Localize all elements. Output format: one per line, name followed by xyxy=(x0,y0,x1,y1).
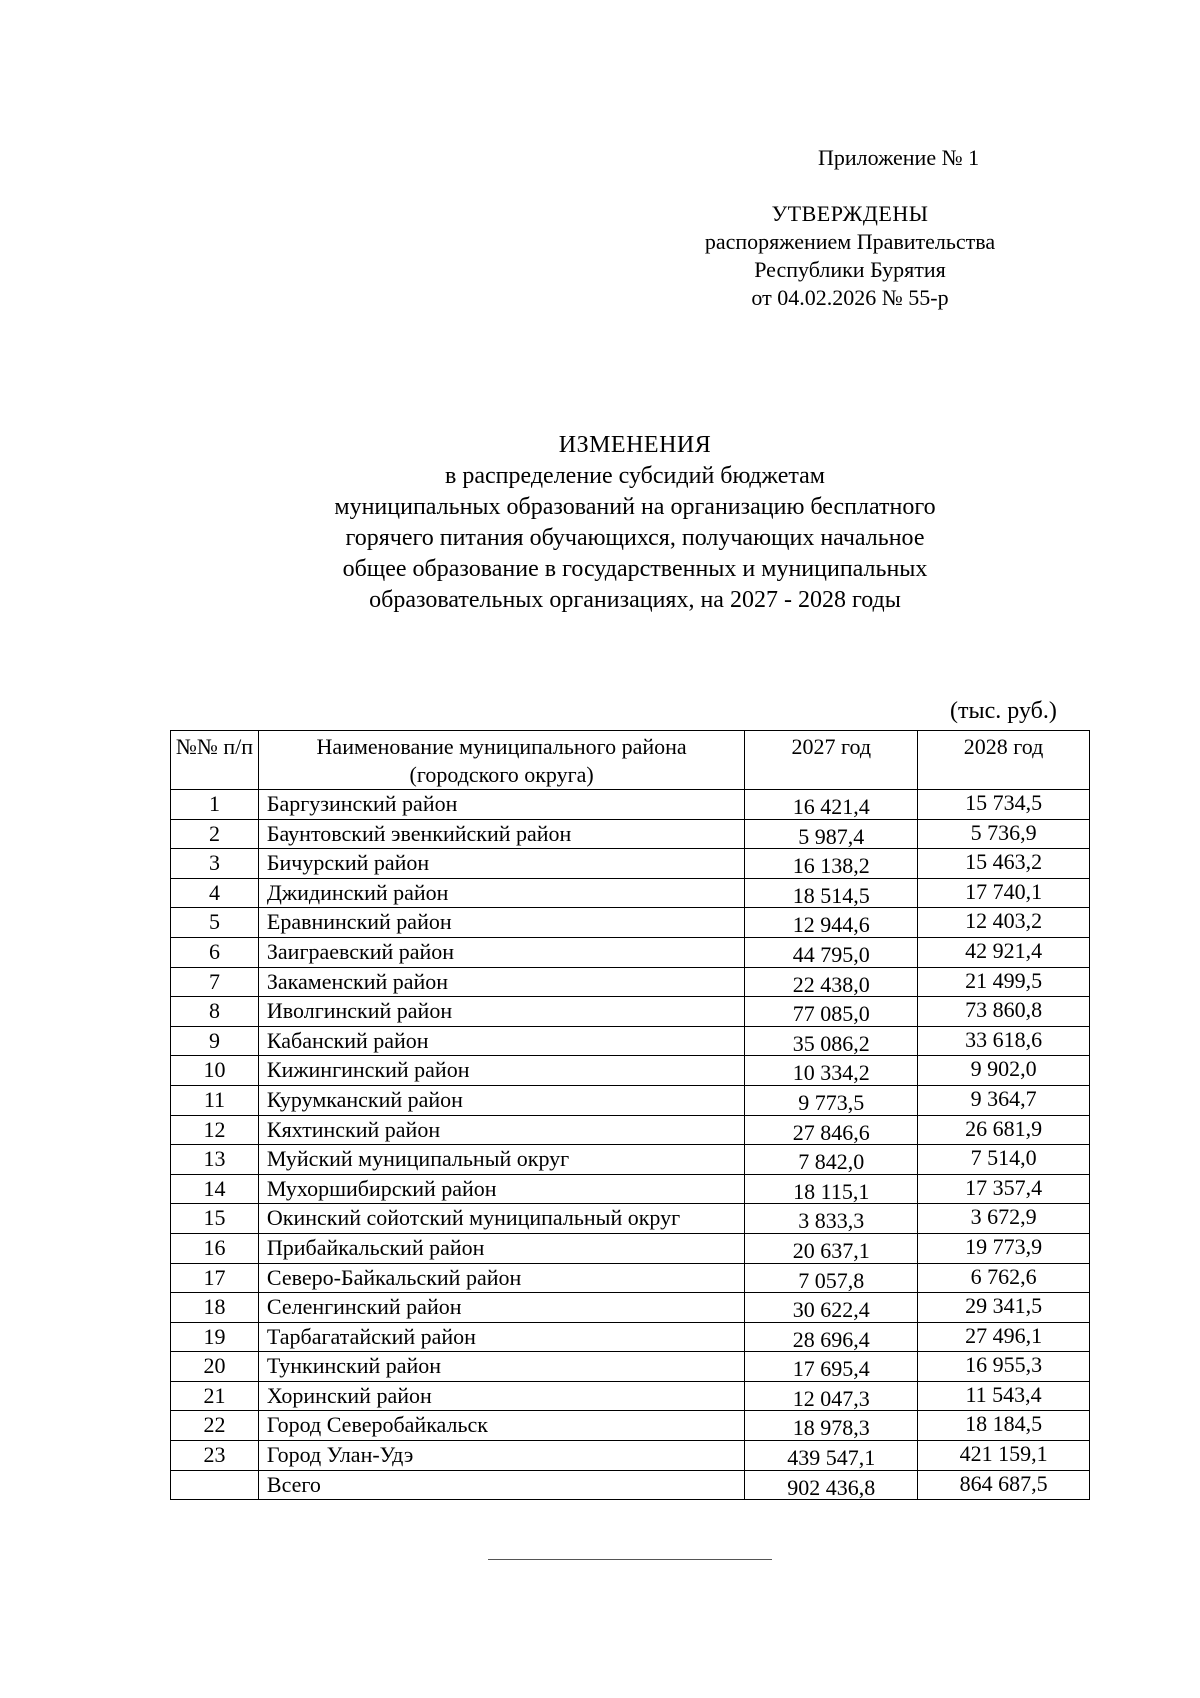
table-row xyxy=(171,1411,1090,1441)
row-name: Прибайкальский район xyxy=(258,1233,744,1263)
table-row xyxy=(171,1233,1090,1263)
row-number: 9 xyxy=(171,1026,259,1056)
table-header-row xyxy=(171,731,1090,790)
table-row xyxy=(171,1381,1090,1411)
row-number: 18 xyxy=(171,1293,259,1323)
row-name: Курумканский район xyxy=(258,1085,744,1115)
row-value-2027: 9 773,5 xyxy=(745,1085,918,1115)
row-name: Джидинский район xyxy=(258,878,744,908)
row-value-2027: 18 514,5 xyxy=(745,878,918,908)
row-value-2027: 27 846,6 xyxy=(745,1115,918,1145)
row-name: Заиграевский район xyxy=(258,937,744,967)
table-body xyxy=(171,790,1090,1500)
row-value-2028: 7 514,0 xyxy=(918,1145,1090,1175)
row-value-2028: 12 403,2 xyxy=(918,908,1090,938)
row-value-2027: 17 695,4 xyxy=(745,1352,918,1382)
row-number: 12 xyxy=(171,1115,259,1145)
appendix-number: Приложение № 1 xyxy=(818,145,980,170)
row-value-2028: 26 681,9 xyxy=(918,1115,1090,1145)
row-name: Баргузинский район xyxy=(258,790,744,820)
row-number: 11 xyxy=(171,1085,259,1115)
row-name: Кижингинский район xyxy=(258,1056,744,1086)
units-label: (тыс. руб.) xyxy=(950,698,1057,724)
row-value-2027: 12 944,6 xyxy=(745,908,918,938)
row-value-2027: 10 334,2 xyxy=(745,1056,918,1086)
row-value-2027: 902 436,8 xyxy=(745,1470,918,1500)
row-value-2028: 15 734,5 xyxy=(918,790,1090,820)
row-name: Тарбагатайский район xyxy=(258,1322,744,1352)
row-number: 19 xyxy=(171,1322,259,1352)
row-value-2027: 18 978,3 xyxy=(745,1411,918,1441)
row-number: 14 xyxy=(171,1174,259,1204)
row-name: Мухоршибирский район xyxy=(258,1174,744,1204)
table-row xyxy=(171,819,1090,849)
row-number: 7 xyxy=(171,967,259,997)
row-value-2028: 16 955,3 xyxy=(918,1352,1090,1382)
header-name: Наименование муниципального района (городского округа) xyxy=(258,731,744,790)
row-value-2028: 29 341,5 xyxy=(918,1293,1090,1323)
row-name: Иволгинский район xyxy=(258,997,744,1027)
row-name: Муйский муниципальный округ xyxy=(258,1145,744,1175)
row-value-2028: 18 184,5 xyxy=(918,1411,1090,1441)
header-year-2028: 2028 год xyxy=(918,731,1090,790)
approval-line-3: от 04.02.2026 № 55-р xyxy=(751,285,949,310)
row-number: 4 xyxy=(171,878,259,908)
table-row xyxy=(171,997,1090,1027)
table-row xyxy=(171,790,1090,820)
row-number: 6 xyxy=(171,937,259,967)
row-value-2028: 17 357,4 xyxy=(918,1174,1090,1204)
row-name: Город Северобайкальск xyxy=(258,1411,744,1441)
row-value-2027: 18 115,1 xyxy=(745,1174,918,1204)
row-name: Северо-Байкальский район xyxy=(258,1263,744,1293)
row-value-2027: 12 047,3 xyxy=(745,1381,918,1411)
row-value-2028: 3 672,9 xyxy=(918,1204,1090,1234)
row-name: Хоринский район xyxy=(258,1381,744,1411)
table-row xyxy=(171,1174,1090,1204)
title-line-1: в распределение субсидий бюджетам xyxy=(445,463,825,489)
row-number: 22 xyxy=(171,1411,259,1441)
table-row xyxy=(171,1115,1090,1145)
row-value-2027: 77 085,0 xyxy=(745,997,918,1027)
row-value-2028: 42 921,4 xyxy=(918,937,1090,967)
row-value-2028: 21 499,5 xyxy=(918,967,1090,997)
row-number: 1 xyxy=(171,790,259,820)
row-number: 3 xyxy=(171,849,259,879)
row-value-2028: 9 364,7 xyxy=(918,1085,1090,1115)
table-row xyxy=(171,1470,1090,1500)
row-name: Окинский сойотский муниципальный округ xyxy=(258,1204,744,1234)
row-value-2027: 28 696,4 xyxy=(745,1322,918,1352)
row-value-2028: 17 740,1 xyxy=(918,878,1090,908)
row-value-2028: 864 687,5 xyxy=(918,1470,1090,1500)
row-value-2028: 11 543,4 xyxy=(918,1381,1090,1411)
row-value-2028: 73 860,8 xyxy=(918,997,1090,1027)
row-number: 2 xyxy=(171,819,259,849)
table-row xyxy=(171,1441,1090,1471)
table-row xyxy=(171,1026,1090,1056)
row-number: 13 xyxy=(171,1145,259,1175)
row-number: 21 xyxy=(171,1381,259,1411)
table-row xyxy=(171,1085,1090,1115)
title-line-2: муниципальных образований на организацию бесплатного xyxy=(334,494,936,520)
row-value-2027: 7 842,0 xyxy=(745,1145,918,1175)
document-title xyxy=(160,430,1110,616)
table-row xyxy=(171,1204,1090,1234)
row-value-2028: 6 762,6 xyxy=(918,1263,1090,1293)
table-row xyxy=(171,849,1090,879)
row-name: Селенгинский район xyxy=(258,1293,744,1323)
row-value-2028: 15 463,2 xyxy=(918,849,1090,879)
title-line-3: горячего питания обучающихся, получающих начальное xyxy=(345,525,925,551)
row-number: 16 xyxy=(171,1233,259,1263)
header-year-2027: 2027 год xyxy=(745,731,918,790)
row-value-2027: 16 138,2 xyxy=(745,849,918,879)
row-name: Тункинский район xyxy=(258,1352,744,1382)
row-value-2027: 22 438,0 xyxy=(745,967,918,997)
appendix-label xyxy=(700,143,1030,173)
row-number: 8 xyxy=(171,997,259,1027)
row-name: Кабанский район xyxy=(258,1026,744,1056)
row-number xyxy=(171,1470,259,1500)
row-name: Город Улан-Удэ xyxy=(258,1441,744,1471)
table-row xyxy=(171,967,1090,997)
row-value-2027: 3 833,3 xyxy=(745,1204,918,1234)
row-number: 10 xyxy=(171,1056,259,1086)
title-line-5: образовательных организациях, на 2027 - 2028 годы xyxy=(369,587,901,613)
row-number: 23 xyxy=(171,1441,259,1471)
row-value-2028: 5 736,9 xyxy=(918,819,1090,849)
row-name: Баунтовский эвенкийский район xyxy=(258,819,744,849)
row-name: Бичурский район xyxy=(258,849,744,879)
approval-heading: УТВЕРЖДЕНЫ xyxy=(771,201,929,226)
row-value-2027: 439 547,1 xyxy=(745,1441,918,1471)
header-num: №№ п/п xyxy=(171,731,259,790)
row-value-2028: 421 159,1 xyxy=(918,1441,1090,1471)
row-name: Кяхтинский район xyxy=(258,1115,744,1145)
row-name: Еравнинский район xyxy=(258,908,744,938)
approval-line-1: распоряжением Правительства xyxy=(704,229,996,254)
row-value-2028: 19 773,9 xyxy=(918,1233,1090,1263)
table-row xyxy=(171,878,1090,908)
subsidy-table xyxy=(170,730,1090,1500)
row-value-2027: 35 086,2 xyxy=(745,1026,918,1056)
row-value-2028: 27 496,1 xyxy=(918,1322,1090,1352)
row-number: 17 xyxy=(171,1263,259,1293)
row-value-2027: 20 637,1 xyxy=(745,1233,918,1263)
title-main: ИЗМЕНЕНИЯ xyxy=(558,432,712,458)
row-value-2028: 33 618,6 xyxy=(918,1026,1090,1056)
table-row xyxy=(171,937,1090,967)
row-name: Закаменский район xyxy=(258,967,744,997)
row-number: 15 xyxy=(171,1204,259,1234)
table-row xyxy=(171,1263,1090,1293)
table-row xyxy=(171,1352,1090,1382)
row-value-2028: 9 902,0 xyxy=(918,1056,1090,1086)
row-name: Всего xyxy=(258,1470,744,1500)
table-row xyxy=(171,908,1090,938)
table-row xyxy=(171,1322,1090,1352)
row-value-2027: 5 987,4 xyxy=(745,819,918,849)
title-line-4: общее образование в государственных и муниципальных xyxy=(342,556,928,582)
approval-line-2: Республики Бурятия xyxy=(754,257,946,282)
row-value-2027: 30 622,4 xyxy=(745,1293,918,1323)
table-row xyxy=(171,1056,1090,1086)
footer-divider xyxy=(488,1559,772,1560)
table-row xyxy=(171,1145,1090,1175)
row-number: 5 xyxy=(171,908,259,938)
approval-block xyxy=(700,200,1080,312)
table-row xyxy=(171,1293,1090,1323)
row-number: 20 xyxy=(171,1352,259,1382)
row-value-2027: 44 795,0 xyxy=(745,937,918,967)
row-value-2027: 7 057,8 xyxy=(745,1263,918,1293)
row-value-2027: 16 421,4 xyxy=(745,790,918,820)
